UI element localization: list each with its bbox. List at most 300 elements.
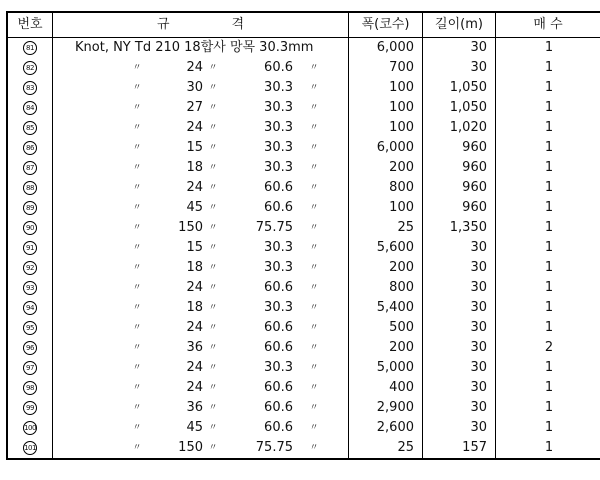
table-row <box>7 158 600 178</box>
width-value: 25 <box>397 220 414 235</box>
row-number-cell <box>7 178 53 198</box>
ditto-mark: 〃 <box>309 83 319 93</box>
length-value: 1,350 <box>449 220 487 235</box>
row-number-cell <box>7 218 53 238</box>
length-value: 30 <box>470 340 487 355</box>
ditto-mark: 〃 <box>132 383 142 393</box>
spec-mesh: 60.6 <box>264 320 293 335</box>
ditto-mark: 〃 <box>208 403 218 413</box>
ditto-mark: 〃 <box>208 423 218 433</box>
row-number-cell <box>7 358 53 378</box>
count-value: 1 <box>544 320 554 335</box>
spec-ply: 150 <box>178 440 203 455</box>
count-cell <box>496 378 600 398</box>
ditto-mark: 〃 <box>132 83 142 93</box>
ditto-mark: 〃 <box>309 103 319 113</box>
table-row <box>7 318 600 338</box>
length-cell <box>423 318 496 338</box>
ditto-mark: 〃 <box>132 343 142 353</box>
row-number-cell <box>7 438 53 459</box>
table-row <box>7 338 600 358</box>
length-value: 30 <box>470 40 487 55</box>
length-cell <box>423 38 496 59</box>
length-cell <box>423 118 496 138</box>
width-cell <box>349 218 423 238</box>
length-cell <box>423 178 496 198</box>
spec-cell <box>53 78 349 98</box>
length-value: 1,050 <box>449 100 487 115</box>
row-number-cell <box>7 118 53 138</box>
spec-cell <box>53 38 349 59</box>
ditto-mark: 〃 <box>309 283 319 293</box>
width-value: 800 <box>389 180 414 195</box>
spec-cell <box>53 358 349 378</box>
row-number-cell <box>7 38 53 59</box>
table-row <box>7 258 600 278</box>
length-cell <box>423 218 496 238</box>
row-number-cell <box>7 338 53 358</box>
count-value: 1 <box>544 380 554 395</box>
spec-mesh: 60.6 <box>264 400 293 415</box>
ditto-mark: 〃 <box>309 323 319 333</box>
spec-ply: 18 <box>186 300 203 315</box>
spec-ply: 24 <box>186 120 203 135</box>
length-value: 30 <box>470 420 487 435</box>
count-value: 1 <box>544 280 554 295</box>
count-value: 1 <box>544 180 554 195</box>
width-cell <box>349 198 423 218</box>
count-value: 1 <box>544 80 554 95</box>
row-number-cell <box>7 378 53 398</box>
length-value: 1,020 <box>449 120 487 135</box>
spec-cell <box>53 378 349 398</box>
count-value: 1 <box>544 120 554 135</box>
spec-cell <box>53 258 349 278</box>
width-cell <box>349 378 423 398</box>
row-number-badge: 87 <box>23 161 37 175</box>
spec-ply: 24 <box>186 360 203 375</box>
width-value: 2,600 <box>376 420 414 435</box>
ditto-mark: 〃 <box>208 203 218 213</box>
length-value: 30 <box>470 320 487 335</box>
table-row <box>7 118 600 138</box>
length-value: 1,050 <box>449 80 487 95</box>
spec-cell <box>53 58 349 78</box>
spec-ply: 24 <box>186 60 203 75</box>
table-row <box>7 178 600 198</box>
ditto-mark: 〃 <box>208 323 218 333</box>
table-row <box>7 98 600 118</box>
width-cell <box>349 298 423 318</box>
spec-cell <box>53 318 349 338</box>
spec-ply: 150 <box>178 220 203 235</box>
ditto-mark: 〃 <box>208 123 218 133</box>
spec-ply: 18 <box>186 260 203 275</box>
spec-mesh: 60.6 <box>264 420 293 435</box>
row-number-cell <box>7 138 53 158</box>
table-row <box>7 238 600 258</box>
table-row <box>7 218 600 238</box>
spec-ply: 36 <box>186 400 203 415</box>
ditto-mark: 〃 <box>208 263 218 273</box>
spec-ply: 30 <box>186 80 203 95</box>
width-cell <box>349 178 423 198</box>
spec-mesh: 30.3 <box>264 260 293 275</box>
width-cell <box>349 318 423 338</box>
width-cell <box>349 398 423 418</box>
table-row <box>7 358 600 378</box>
width-cell <box>349 118 423 138</box>
spec-cell <box>53 298 349 318</box>
header-spec-part-2: 격 <box>231 17 245 32</box>
ditto-mark: 〃 <box>208 183 218 193</box>
spec-cell <box>53 238 349 258</box>
row-number-cell <box>7 318 53 338</box>
count-value: 1 <box>544 60 554 75</box>
ditto-mark: 〃 <box>309 223 319 233</box>
length-value: 157 <box>462 440 487 455</box>
row-number-badge: 82 <box>23 61 37 75</box>
length-value: 30 <box>470 240 487 255</box>
row-number-badge: 91 <box>23 241 37 255</box>
ditto-mark: 〃 <box>132 163 142 173</box>
spec-cell <box>53 118 349 138</box>
length-cell <box>423 238 496 258</box>
width-value: 100 <box>389 200 414 215</box>
length-cell <box>423 258 496 278</box>
spec-ply: 15 <box>186 140 203 155</box>
width-cell <box>349 338 423 358</box>
row-number-badge: 92 <box>23 261 37 275</box>
count-value: 2 <box>544 340 554 355</box>
spec-ply: 15 <box>186 240 203 255</box>
table-row <box>7 418 600 438</box>
width-cell <box>349 278 423 298</box>
length-value: 30 <box>470 280 487 295</box>
width-cell <box>349 58 423 78</box>
ditto-mark: 〃 <box>309 343 319 353</box>
spec-mesh: 75.75 <box>255 440 293 455</box>
width-value: 200 <box>389 340 414 355</box>
ditto-mark: 〃 <box>309 63 319 73</box>
count-value: 1 <box>544 40 554 55</box>
row-number-cell <box>7 98 53 118</box>
ditto-mark: 〃 <box>208 303 218 313</box>
width-cell <box>349 238 423 258</box>
ditto-mark: 〃 <box>132 223 142 233</box>
count-value: 1 <box>544 420 554 435</box>
width-cell <box>349 78 423 98</box>
length-cell <box>423 358 496 378</box>
ditto-mark: 〃 <box>208 243 218 253</box>
width-value: 25 <box>397 440 414 455</box>
count-cell <box>496 398 600 418</box>
spec-ply: 24 <box>186 280 203 295</box>
header-count: 매 수 <box>496 12 600 38</box>
row-number-badge: 99 <box>23 401 37 415</box>
ditto-mark: 〃 <box>309 363 319 373</box>
length-value: 960 <box>462 160 487 175</box>
count-value: 1 <box>544 400 554 415</box>
ditto-mark: 〃 <box>309 123 319 133</box>
row-number-cell <box>7 238 53 258</box>
spec-cell <box>53 138 349 158</box>
ditto-mark: 〃 <box>132 323 142 333</box>
ditto-mark: 〃 <box>208 283 218 293</box>
count-cell <box>496 318 600 338</box>
ditto-mark: 〃 <box>132 263 142 273</box>
row-number-cell <box>7 298 53 318</box>
row-number-cell <box>7 198 53 218</box>
ditto-mark: 〃 <box>208 223 218 233</box>
ditto-mark: 〃 <box>208 163 218 173</box>
width-cell <box>349 98 423 118</box>
ditto-mark: 〃 <box>309 303 319 313</box>
row-number-cell <box>7 58 53 78</box>
length-cell <box>423 378 496 398</box>
width-value: 100 <box>389 100 414 115</box>
count-cell <box>496 418 600 438</box>
length-cell <box>423 418 496 438</box>
spec-cell <box>53 98 349 118</box>
ditto-mark: 〃 <box>309 183 319 193</box>
row-number-cell <box>7 418 53 438</box>
ditto-mark: 〃 <box>132 183 142 193</box>
ditto-mark: 〃 <box>208 143 218 153</box>
ditto-mark: 〃 <box>132 363 142 373</box>
spec-mesh: 60.6 <box>264 280 293 295</box>
ditto-mark: 〃 <box>132 443 142 453</box>
length-value: 30 <box>470 360 487 375</box>
count-cell <box>496 278 600 298</box>
count-cell <box>496 178 600 198</box>
header-width: 폭(코수) <box>349 12 423 38</box>
ditto-mark: 〃 <box>132 283 142 293</box>
width-value: 5,600 <box>376 240 414 255</box>
spec-mesh: 30.3 <box>264 240 293 255</box>
count-cell <box>496 158 600 178</box>
ditto-mark: 〃 <box>208 443 218 453</box>
width-value: 6,000 <box>376 40 414 55</box>
table-row <box>7 38 600 59</box>
header-no: 번호 <box>7 12 53 38</box>
row-number-badge: 94 <box>23 301 37 315</box>
ditto-mark: 〃 <box>208 83 218 93</box>
row-number-badge: 90 <box>23 221 37 235</box>
table-row <box>7 438 600 459</box>
row-number-badge: 100 <box>23 421 37 435</box>
row-number-cell <box>7 78 53 98</box>
count-cell <box>496 218 600 238</box>
ditto-mark: 〃 <box>309 263 319 273</box>
length-cell <box>423 338 496 358</box>
net-spec-table <box>6 11 600 460</box>
length-cell <box>423 58 496 78</box>
width-value: 200 <box>389 260 414 275</box>
width-cell <box>349 258 423 278</box>
spec-cell <box>53 338 349 358</box>
header-length: 길이(m) <box>423 12 496 38</box>
table-row <box>7 198 600 218</box>
count-cell <box>496 438 600 459</box>
spec-mesh: 30.3 <box>264 100 293 115</box>
width-value: 5,400 <box>376 300 414 315</box>
row-number-cell <box>7 278 53 298</box>
spec-mesh: 60.6 <box>264 180 293 195</box>
table-row <box>7 78 600 98</box>
row-number-badge: 89 <box>23 201 37 215</box>
count-value: 1 <box>544 240 554 255</box>
length-value: 960 <box>462 180 487 195</box>
length-cell <box>423 398 496 418</box>
table-row <box>7 58 600 78</box>
spec-text: Knot, NY Td 210 18합사 망목 30.3mm <box>75 40 314 55</box>
count-value: 1 <box>544 100 554 115</box>
length-value: 30 <box>470 400 487 415</box>
spec-mesh: 60.6 <box>264 340 293 355</box>
length-value: 30 <box>470 260 487 275</box>
length-value: 30 <box>470 380 487 395</box>
table-row <box>7 278 600 298</box>
row-number-badge: 93 <box>23 281 37 295</box>
count-cell <box>496 358 600 378</box>
length-cell <box>423 298 496 318</box>
width-value: 700 <box>389 60 414 75</box>
count-cell <box>496 258 600 278</box>
width-value: 2,900 <box>376 400 414 415</box>
ditto-mark: 〃 <box>208 343 218 353</box>
count-value: 1 <box>544 220 554 235</box>
count-cell <box>496 38 600 59</box>
ditto-mark: 〃 <box>208 103 218 113</box>
count-value: 1 <box>544 300 554 315</box>
width-value: 100 <box>389 80 414 95</box>
spec-ply: 24 <box>186 380 203 395</box>
net-spec-table-container <box>6 11 594 460</box>
row-number-cell <box>7 158 53 178</box>
width-cell <box>349 38 423 59</box>
spec-ply: 18 <box>186 160 203 175</box>
row-number-badge: 96 <box>23 341 37 355</box>
ditto-mark: 〃 <box>309 443 319 453</box>
ditto-mark: 〃 <box>309 203 319 213</box>
ditto-mark: 〃 <box>208 63 218 73</box>
table-row <box>7 298 600 318</box>
spec-ply: 45 <box>186 200 203 215</box>
row-number-badge: 95 <box>23 321 37 335</box>
count-value: 1 <box>544 360 554 375</box>
length-cell <box>423 278 496 298</box>
width-cell <box>349 158 423 178</box>
spec-cell <box>53 218 349 238</box>
count-value: 1 <box>544 160 554 175</box>
ditto-mark: 〃 <box>132 63 142 73</box>
spec-mesh: 30.3 <box>264 160 293 175</box>
length-value: 960 <box>462 200 487 215</box>
count-value: 1 <box>544 260 554 275</box>
table-row <box>7 138 600 158</box>
count-value: 1 <box>544 440 554 455</box>
spec-cell <box>53 178 349 198</box>
count-value: 1 <box>544 200 554 215</box>
spec-cell <box>53 418 349 438</box>
header-spec-part-1: 규 <box>156 17 170 32</box>
ditto-mark: 〃 <box>132 103 142 113</box>
row-number-badge: 84 <box>23 101 37 115</box>
spec-cell <box>53 158 349 178</box>
spec-ply: 36 <box>186 340 203 355</box>
count-cell <box>496 298 600 318</box>
count-cell <box>496 138 600 158</box>
ditto-mark: 〃 <box>309 403 319 413</box>
row-number-cell <box>7 398 53 418</box>
row-number-badge: 98 <box>23 381 37 395</box>
ditto-mark: 〃 <box>309 243 319 253</box>
spec-ply: 24 <box>186 320 203 335</box>
spec-mesh: 30.3 <box>264 300 293 315</box>
header-row <box>7 12 600 38</box>
row-number-badge: 86 <box>23 141 37 155</box>
spec-mesh: 30.3 <box>264 120 293 135</box>
ditto-mark: 〃 <box>132 243 142 253</box>
width-value: 5,000 <box>376 360 414 375</box>
spec-cell <box>53 278 349 298</box>
spec-ply: 45 <box>186 420 203 435</box>
length-value: 30 <box>470 300 487 315</box>
spec-ply: 27 <box>186 100 203 115</box>
spec-mesh: 60.6 <box>264 200 293 215</box>
row-number-cell <box>7 258 53 278</box>
count-value: 1 <box>544 140 554 155</box>
spec-mesh: 30.3 <box>264 80 293 95</box>
ditto-mark: 〃 <box>309 383 319 393</box>
width-cell <box>349 438 423 459</box>
spec-mesh: 60.6 <box>264 60 293 75</box>
length-value: 960 <box>462 140 487 155</box>
table-row <box>7 378 600 398</box>
ditto-mark: 〃 <box>132 143 142 153</box>
row-number-badge: 83 <box>23 81 37 95</box>
table-body <box>7 38 600 460</box>
count-cell <box>496 98 600 118</box>
count-cell <box>496 118 600 138</box>
spec-cell <box>53 438 349 459</box>
ditto-mark: 〃 <box>309 163 319 173</box>
length-cell <box>423 158 496 178</box>
row-number-badge: 101 <box>23 441 37 455</box>
row-number-badge: 81 <box>23 41 37 55</box>
spec-mesh: 30.3 <box>264 360 293 375</box>
table-row <box>7 398 600 418</box>
length-value: 30 <box>470 60 487 75</box>
ditto-mark: 〃 <box>132 303 142 313</box>
count-cell <box>496 198 600 218</box>
width-cell <box>349 418 423 438</box>
spec-mesh: 60.6 <box>264 380 293 395</box>
width-cell <box>349 358 423 378</box>
spec-ply: 24 <box>186 180 203 195</box>
width-value: 200 <box>389 160 414 175</box>
length-cell <box>423 78 496 98</box>
ditto-mark: 〃 <box>208 383 218 393</box>
ditto-mark: 〃 <box>132 123 142 133</box>
ditto-mark: 〃 <box>309 143 319 153</box>
width-value: 100 <box>389 120 414 135</box>
spec-cell <box>53 198 349 218</box>
length-cell <box>423 138 496 158</box>
spec-mesh: 75.75 <box>255 220 293 235</box>
width-value: 800 <box>389 280 414 295</box>
